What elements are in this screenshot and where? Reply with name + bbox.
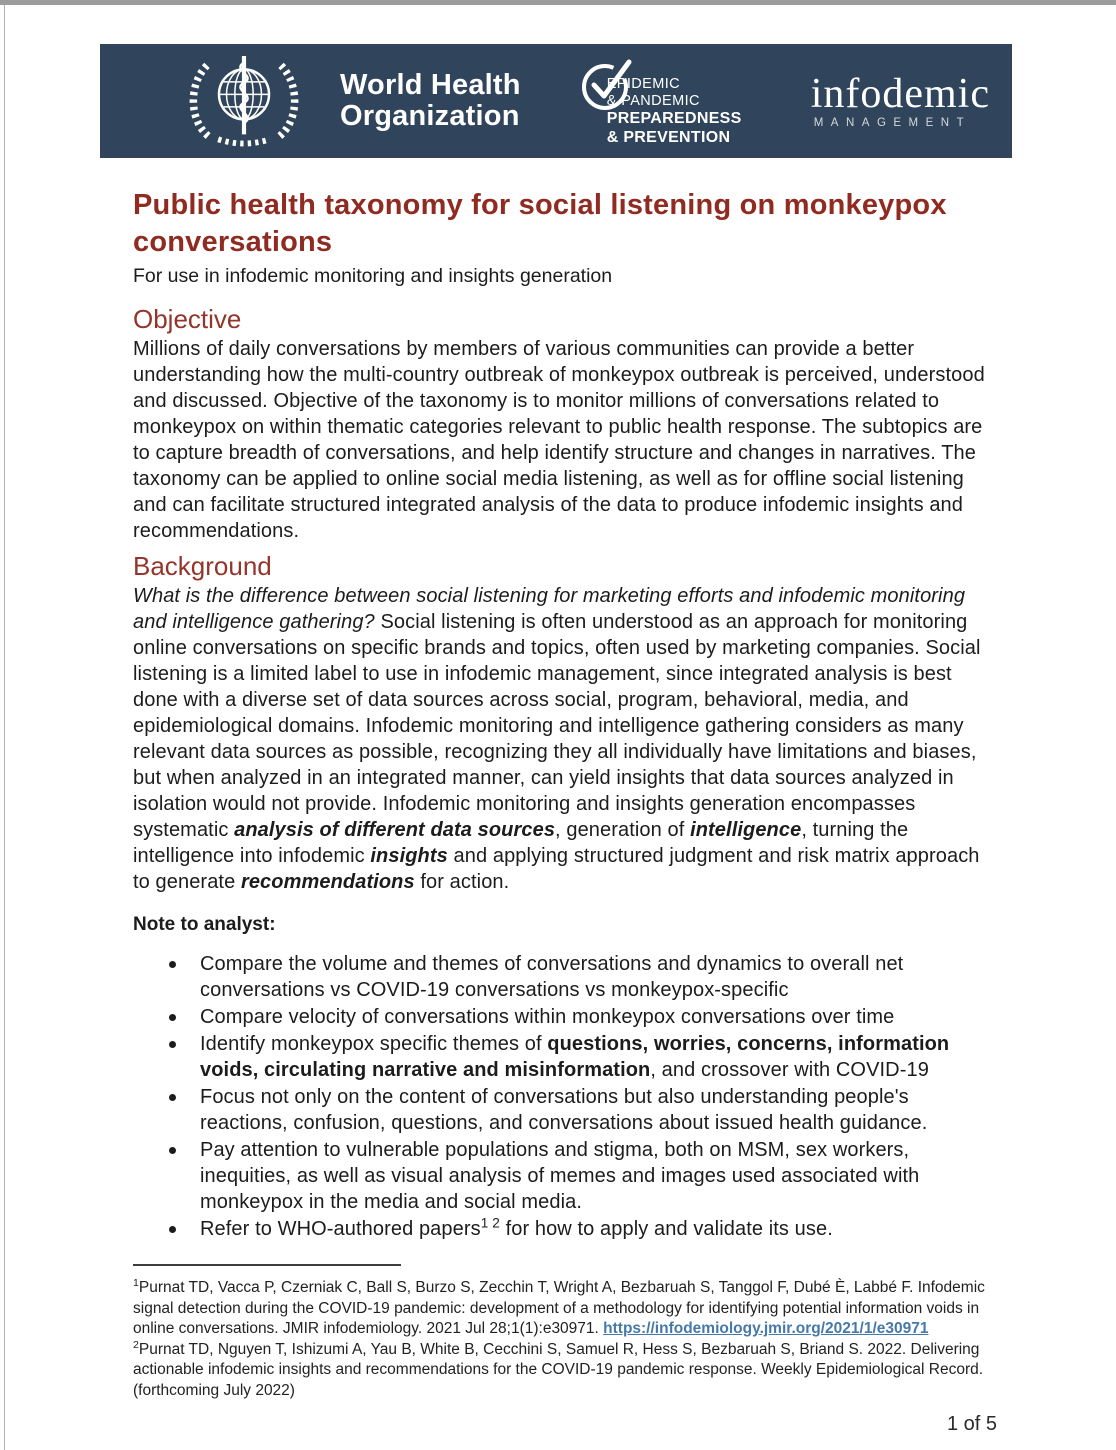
note-to-analyst-label: Note to analyst: <box>133 914 276 935</box>
who-emblem-icon <box>178 51 310 151</box>
footnote-separator <box>133 1264 401 1266</box>
footnote-1-marker: 1 <box>133 1276 139 1289</box>
epp-line3: PREPAREDNESS <box>606 110 742 127</box>
who-logo-text <box>340 70 521 132</box>
background-text-1: Social listening is often understood as an approach for monitoring online conversations on specific brands and topics, often used by marketing companies. Social listening is a limited label to use in infodemic management, since integrated analysis is best done with a diverse set of data sources across social, program, behavioral, media, and epidemiological domains. Infodemic monitoring and intelligence gathering considers as many relevant data sources as possible, recognizing they all individually have limitations and biases, but when analyzed in an integrated manner, can yield insights that data sources analyzed in isolation would not provide. Infodemic monitoring and insights generation encompasses systematic <box>133 611 981 841</box>
background-paragraph <box>133 583 985 895</box>
background-text-4: and applying structured judgment and risk matrix approach to generate <box>133 845 980 893</box>
footnote-1-link[interactable]: https://infodemiology.jmir.org/2021/1/e30971 <box>603 1320 929 1337</box>
page-number: 1 of 5 <box>946 1413 997 1435</box>
bullet6-footnote-markers: 1 2 <box>480 1215 500 1231</box>
objective-paragraph: Millions of daily conversations by members of various communities can provide a better understanding how the multi-country outbreak of monkeypox outbreak is perceived, understood and discussed. Objective of the taxonomy is to monitor millions of conversations related to monkeypox on within thematic categories relevant to public health response. The subtopics are to capture breadth of conversations, and help identify structure and changes in narratives. The taxonomy can be applied to online social media listening, as well as for offline social listening and can facilitate structured integrated analysis of the data to produce infodemic insights and recommendations. <box>133 338 985 542</box>
bullet3-text-pre: Identify monkeypox specific themes of <box>200 1033 548 1055</box>
background-text-2: , generation of <box>555 819 691 841</box>
viewer-top-edge <box>0 0 1116 5</box>
footnote-2 <box>133 1340 985 1402</box>
bullet6-text-post: for how to apply and validate its use. <box>499 1218 833 1240</box>
list-item <box>133 1216 985 1242</box>
list-item: Compare the volume and themes of conversations and dynamics to overall net conversations vs COVID-19 conversations vs monkeypox-specific <box>133 951 985 1003</box>
objective-heading: Objective <box>133 304 242 334</box>
infodemic-logo-subtitle: MANAGEMENT <box>813 117 972 129</box>
background-text-5: for action. <box>414 871 510 893</box>
footnote-1-text: Purnat TD, Vacca P, Czerniak C, Ball S, Burzo S, Zecchin T, Wright A, Bezbaruah S, Tanggol F, Dubé È, Labbé F. Infodemic signal detection during the COVID-19 pandemic: development of a methodology for identifying potential information voids in online conversations. JMIR infodemiology. 2021 Jul 28;1(1):e30971. <box>133 1279 985 1337</box>
background-bold-4: recommendations <box>240 871 415 893</box>
epidemic-pandemic-text <box>607 76 742 147</box>
background-bold-2: intelligence <box>690 819 802 841</box>
page-subtitle: For use in infodemic monitoring and insights generation <box>133 265 613 287</box>
footnote-2-marker: 2 <box>133 1338 139 1351</box>
who-logo-line2: Organization <box>340 100 520 132</box>
background-heading: Background <box>133 551 272 581</box>
bullet6-text-pre: Refer to WHO-authored papers <box>200 1218 481 1240</box>
bullet3-text-post: , and crossover with COVID-19 <box>650 1059 929 1081</box>
infodemic-management-logo <box>811 73 990 129</box>
list-item: Pay attention to vulnerable populations and stigma, both on MSM, sex workers, inequities, as well as visual analysis of memes and images used associated with monkeypox in the media and social media. <box>133 1137 985 1215</box>
header-banner <box>100 44 1012 158</box>
list-item: Compare velocity of conversations within monkeypox conversations over time <box>133 1004 985 1030</box>
epidemic-pandemic-logo <box>579 44 759 158</box>
who-logo <box>178 51 521 151</box>
footnote-1 <box>133 1278 985 1340</box>
analyst-note-list <box>133 951 985 1242</box>
infodemic-logo-title: infodemic <box>810 71 990 117</box>
who-logo-line1: World Health <box>340 69 521 101</box>
background-bold-1: analysis of different data sources <box>234 819 556 841</box>
list-item <box>133 1031 985 1083</box>
epp-line4: & PREVENTION <box>606 128 731 146</box>
background-bold-3: insights <box>370 845 448 867</box>
footnote-2-text: Purnat TD, Nguyen T, Ishizumi A, Yau B, White B, Cecchini S, Samuel R, Hess S, Bezbaruah S, Briand S. 2022. Delivering actionable infodemic insights and recommendations for the COVID-19 pandemic response. Weekly Epidemiological Record. (forthcoming July 2022) <box>133 1340 984 1399</box>
footnotes-section <box>133 1264 985 1401</box>
list-item: Focus not only on the content of conversations but also understanding people's reactions, confusion, questions, and conversations about issued health guidance. <box>133 1084 985 1136</box>
epp-line1: EPIDEMIC <box>606 76 681 92</box>
page-left-edge <box>4 5 5 1450</box>
background-lead-question: What is the difference between social listening for marketing efforts and infodemic monitoring and intelligence gathering? <box>133 585 966 633</box>
bullet3-bold-themes: questions, worries, concerns, information voids, circulating narrative and misinformation <box>200 1033 950 1081</box>
page-title: Public health taxonomy for social listening on monkeypox conversations <box>133 189 947 258</box>
document-body <box>133 158 997 1436</box>
background-text-3: , turning the intelligence into infodemic <box>133 819 909 867</box>
epp-line2: & PANDEMIC <box>606 93 700 109</box>
